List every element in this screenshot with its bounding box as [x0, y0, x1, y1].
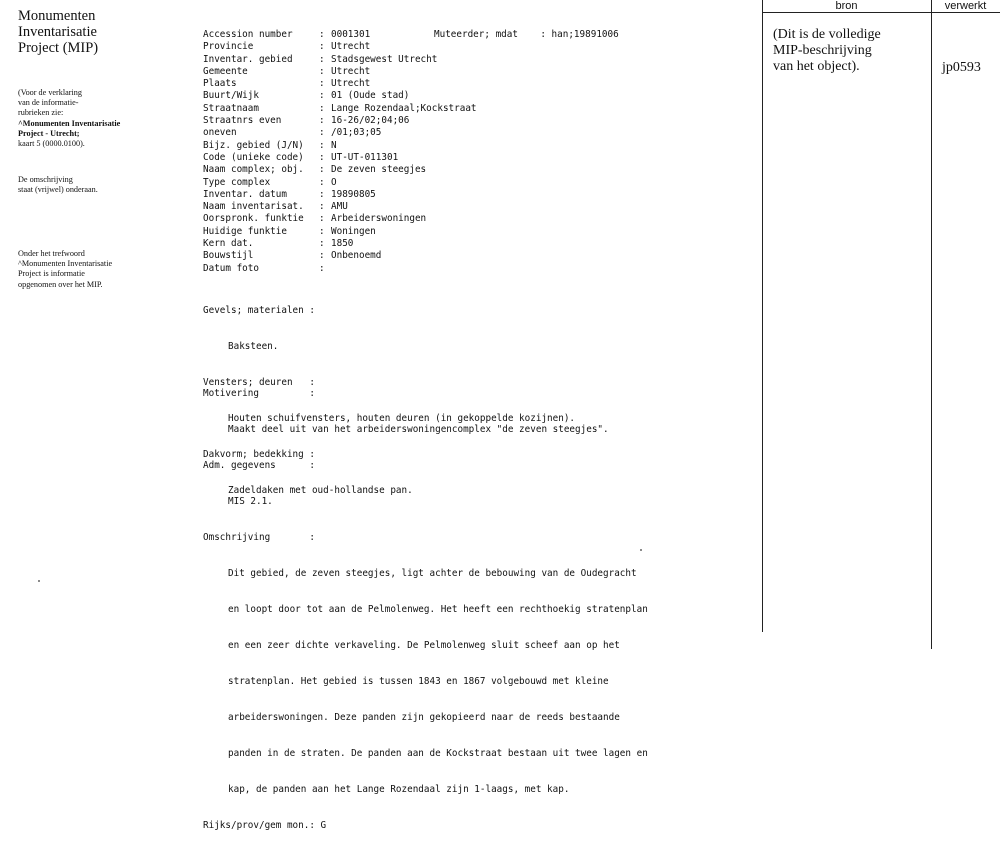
- info-note: (Voor de verklaring van de informatie- rubrieken zie: ^Monumenten Inventarisatie Project - Utrecht; kaart 5 (0000.0100).: [18, 88, 121, 149]
- section-body: kap, de panden aan het Lange Rozendaal zijn 1-laags, met kap.: [228, 784, 570, 795]
- field-value: 1850: [331, 238, 354, 250]
- field-value: UT-UT-011301: [331, 151, 399, 163]
- field-value: O: [331, 176, 337, 188]
- field-value: Utrecht: [331, 41, 371, 53]
- field-separator: :: [319, 151, 325, 163]
- section-body: Zadeldaken met oud-hollandse pan.: [228, 485, 413, 496]
- field-label: Inventar. datum: [203, 188, 287, 200]
- field-label: Bouwstijl: [203, 250, 254, 262]
- section-heading: Adm. gegevens :: [203, 460, 315, 471]
- field-value: Utrecht: [331, 78, 371, 90]
- field-row: [203, 90, 477, 102]
- field-label: Straatnrs even: [203, 115, 282, 127]
- section-heading: Gevels; materialen :: [203, 305, 315, 316]
- field-row: [203, 103, 477, 115]
- field-label: oneven: [203, 127, 237, 139]
- field-row: [203, 164, 477, 176]
- field-label: Datum foto: [203, 262, 259, 274]
- field-row: [203, 189, 477, 201]
- field-value: De zeven steegjes: [331, 164, 427, 176]
- field-value: Lange Rozendaal;Kockstraat: [331, 102, 477, 114]
- field-label: Gemeente: [203, 65, 248, 77]
- field-row: [203, 213, 477, 225]
- muteerder-line: Muteerder; mdat : han;19891006: [434, 29, 619, 40]
- field-value: Arbeiderswoningen: [331, 213, 427, 225]
- field-label: Bijz. gebied (J/N): [203, 139, 304, 151]
- field-value: Onbenoemd: [331, 250, 382, 262]
- field-separator: :: [319, 78, 325, 90]
- paper-speck: [38, 580, 40, 582]
- field-separator: :: [319, 29, 325, 40]
- field-value: 16-26/02;04;06: [331, 115, 410, 127]
- field-row: [203, 250, 477, 262]
- section-body: stratenplan. Het gebied is tussen 1843 en 1867 volgebouwd met kleine: [228, 676, 609, 687]
- section-body: Baksteen.: [228, 341, 279, 352]
- field-row: [203, 127, 477, 139]
- field-separator: :: [319, 139, 325, 151]
- rijks-line: Rijks/prov/gem mon.: G: [203, 820, 327, 831]
- field-value: /01;03;05: [331, 127, 382, 139]
- field-value: Utrecht: [331, 65, 371, 77]
- field-row: [203, 41, 477, 53]
- field-row: [203, 177, 477, 189]
- field-separator: :: [319, 188, 325, 200]
- field-separator: :: [319, 213, 325, 225]
- paper-speck: [640, 549, 642, 551]
- section-heading: Dakvorm; bedekking :: [203, 449, 315, 460]
- field-row: [203, 115, 477, 127]
- column-divider-middle: [931, 0, 932, 649]
- field-value: 0001301: [331, 29, 371, 40]
- field-label: Provincie: [203, 41, 254, 53]
- field-value: 19890805: [331, 188, 376, 200]
- section-body: en een zeer dichte verkaveling. De Pelmolenweg sluit scheef aan op het: [228, 640, 620, 651]
- field-separator: :: [319, 164, 325, 176]
- field-row: [203, 78, 477, 90]
- section-body: Maakt deel uit van het arbeiderswoningencomplex "de zeven steegjes".: [228, 424, 609, 435]
- field-label: Kern dat.: [203, 238, 254, 250]
- field-label: Accession number: [203, 29, 293, 40]
- field-separator: :: [319, 65, 325, 77]
- field-label: Type complex: [203, 176, 271, 188]
- field-separator: :: [319, 250, 325, 262]
- field-row: [203, 66, 477, 78]
- field-separator: :: [319, 262, 325, 274]
- section-heading: Motivering :: [203, 388, 315, 399]
- field-row: [203, 140, 477, 152]
- field-row: [203, 238, 477, 250]
- verwerkt-header: verwerkt: [944, 0, 987, 12]
- verwerkt-code: jp0593: [942, 60, 981, 75]
- field-separator: :: [319, 53, 325, 65]
- section-body: Houten schuifvensters, houten deuren (in gekoppelde kozijnen).: [228, 413, 576, 424]
- section-heading: Vensters; deuren :: [203, 377, 315, 388]
- field-value: Stadsgewest Utrecht: [331, 53, 438, 65]
- section-heading: Omschrijving :: [203, 532, 315, 543]
- header-rule: [762, 12, 1000, 13]
- bron-header: bron: [835, 0, 858, 12]
- field-value: 01 (Oude stad): [331, 90, 410, 102]
- field-label: Oorspronk. funktie: [203, 213, 304, 225]
- field-label: Inventar. gebied: [203, 53, 293, 65]
- field-separator: :: [319, 225, 325, 237]
- field-separator: :: [319, 102, 325, 114]
- section-body: en loopt door tot aan de Pelmolenweg. Het heeft een rechthoekig stratenplan: [228, 604, 648, 615]
- field-separator: :: [319, 115, 325, 127]
- section-body: arbeiderswoningen. Deze panden zijn gekopieerd naar de reeds bestaande: [228, 712, 620, 723]
- column-divider-left: [762, 0, 763, 632]
- field-label: Buurt/Wijk: [203, 90, 259, 102]
- field-row: [203, 201, 477, 213]
- record-fields: [203, 29, 477, 275]
- section-body: MIS 2.1.: [228, 496, 273, 507]
- motivering-section: [203, 364, 648, 856]
- field-label: Straatnaam: [203, 102, 259, 114]
- field-separator: :: [319, 41, 325, 53]
- section-body: panden in de straten. De panden aan de Kockstraat bestaan uit twee lagen en: [228, 748, 648, 759]
- field-value: AMU: [331, 201, 348, 213]
- field-row: [203, 226, 477, 238]
- field-row: [203, 152, 477, 164]
- field-label: Naam complex; obj.: [203, 164, 304, 176]
- left-title: Monumenten Inventarisatie Project (MIP): [18, 8, 99, 56]
- field-value: N: [331, 139, 337, 151]
- omschrijving-note: De omschrijving staat (vrijwel) onderaan.: [18, 175, 98, 195]
- field-separator: :: [319, 127, 325, 139]
- field-separator: :: [319, 176, 325, 188]
- field-separator: :: [319, 238, 325, 250]
- field-separator: :: [319, 201, 325, 213]
- section-body: Dit gebied, de zeven steegjes, ligt achter de bebouwing van de Oudegracht: [228, 568, 637, 579]
- trefwoord-note: Onder het trefwoord ^Monumenten Inventarisatie Project is informatie opgenomen over het MIP.: [18, 249, 113, 289]
- bron-note: (Dit is de volledige MIP-beschrijving van het object).: [773, 27, 881, 74]
- field-value: Woningen: [331, 225, 376, 237]
- field-label: Code (unieke code): [203, 151, 304, 163]
- field-separator: :: [319, 90, 325, 102]
- field-row: [203, 54, 477, 66]
- field-label: Huidige funktie: [203, 225, 287, 237]
- field-label: Plaats: [203, 78, 237, 90]
- field-label: Naam inventarisat.: [203, 201, 304, 213]
- field-row: [203, 263, 477, 275]
